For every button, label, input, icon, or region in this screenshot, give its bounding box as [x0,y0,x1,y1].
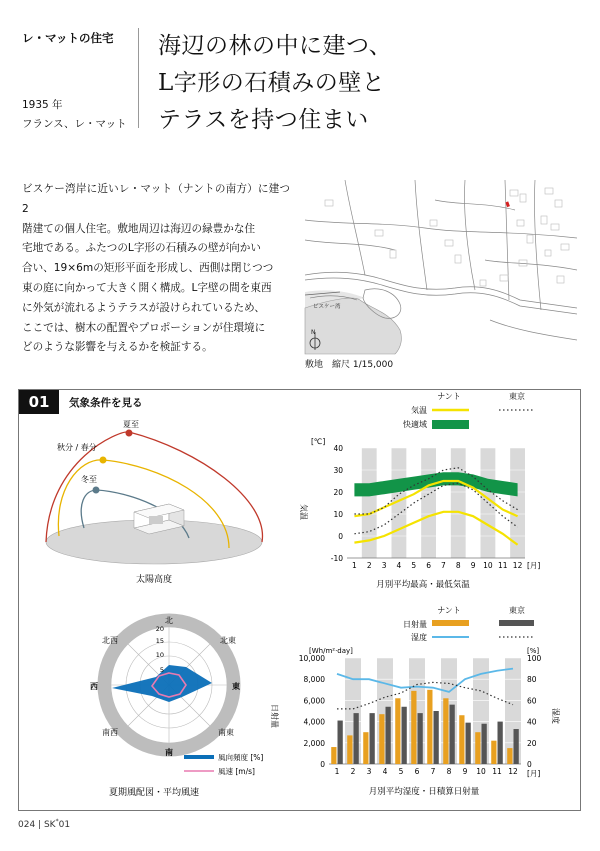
y-tick-label: 30 [333,466,343,475]
legend-radiation: 日射量 [403,620,427,629]
y2-tick-label: 60 [527,696,537,706]
section-number: 01 [19,390,59,414]
summer-sun-dot [126,430,133,437]
x-tick-label: 9 [462,767,468,776]
x-tick-label: 3 [381,561,387,570]
legend-rad-tokyo: 東京 [509,606,525,615]
rad-y2-unit: [%] [527,647,540,655]
dir-w: 西 [90,682,98,691]
page-footer [18,818,70,830]
title-line-3: テラスを持つ住まい [158,107,369,133]
month-band [421,448,436,558]
ring-20: 20 [155,625,164,633]
x-tick-label: 10 [483,561,493,570]
temp-x-unit: [月] [527,561,541,570]
y-tick-label: 10 [333,510,343,519]
x-tick-label: 11 [497,561,508,570]
summer-label: 夏至 [123,420,139,429]
x-tick-label: 3 [366,767,372,776]
y2-tick-label: 80 [527,675,537,685]
radiation-tokyo-bar [418,713,423,764]
issue-name: SK [43,820,56,830]
radiation-nantes-bar [395,698,400,764]
y-tick-label: -10 [330,554,343,563]
description-line: 合い、19×6mの矩形平面を形成し、西側は閉じつつ [22,262,274,275]
sun-caption: 太陽高度 [135,575,173,585]
y-tick-label: 6,000 [303,696,325,706]
temperature-chart [289,434,539,594]
description-line: 階建ての個人住宅。敷地周辺は海辺の緑豊かな住 [22,222,256,235]
ring-5: 5 [159,666,164,674]
radiation-nantes-bar [491,741,496,764]
legend-tokyo: 東京 [509,392,525,401]
footer-separator: | [38,820,44,830]
radiation-nantes-bar [507,748,512,764]
radiation-tokyo-bar [386,707,391,764]
legend-rad-nantes: ナント [437,606,461,615]
description-line: どのような影響を与えるかを検証する。 [22,341,213,354]
x-tick-label: 11 [492,767,502,776]
rad-y-unit: [Wh/m²·day] [309,647,353,655]
equinox-label: 秋分 / 春分 [57,443,97,452]
legend-temp: 気温 [411,406,427,415]
y-tick-label: 40 [333,444,343,453]
x-tick-label: 7 [441,561,446,570]
description [22,180,290,358]
y-tick-label: 2,000 [303,738,325,748]
radiation-nantes-bar [411,691,416,764]
legend-nantes: ナント [437,392,461,401]
x-tick-label: 6 [414,767,420,776]
y2-tick-label: 20 [527,738,537,748]
y-tick-label: 4,000 [303,717,325,727]
legend-rad-nantes-swatch [432,620,469,626]
radiation-nantes-bar [363,732,368,764]
year: 1935 年 [22,99,63,111]
radiation-tokyo-bar [370,713,375,764]
x-tick-label: 10 [476,767,486,776]
radiation-tokyo-bar [402,707,407,764]
legend-rad-tokyo-swatch [499,620,534,626]
radiation-tokyo-bar [498,722,503,764]
radiation-tokyo-bar [354,713,359,764]
winter-label: 冬至 [81,475,97,484]
radiation-tokyo-bar [514,729,519,764]
radiation-tokyo-bar [450,705,455,764]
title-line-2: L字形の石積みの壁と [158,70,386,96]
legend-comfort: 快適域 [403,420,427,429]
x-tick-label: 12 [512,561,523,570]
description-line: 宅地である。ふたつのL字形の石積みの壁が向かい [22,242,261,255]
x-tick-label: 9 [470,561,476,570]
location: フランス、レ・マット [22,118,127,130]
x-tick-label: 8 [446,767,452,776]
x-tick-label: 7 [430,767,436,776]
dir-e: 東 [232,682,240,691]
rad-y-label: 日射量 [270,704,279,728]
radiation-legend [399,604,539,644]
x-tick-label: 2 [366,561,372,570]
x-tick-label: 2 [350,767,356,776]
winter-sun-dot [93,487,100,494]
year-location [22,96,127,134]
dir-s: 南 [165,748,173,757]
site-map [305,180,577,354]
temp-legend [399,390,539,432]
y2-tick-label: 0 [527,760,532,769]
page-title [158,28,392,139]
x-tick-label: 12 [508,767,518,776]
rad-x-unit: [月] [527,769,541,778]
temp-y-label: 気温 [299,504,308,520]
description-line: 東の庭に向かって大きく開く構成。L字壁の間を東西 [22,281,272,294]
x-tick-label: 1 [352,561,357,570]
y-tick-label: 0 [338,532,343,541]
legend-humidity: 湿度 [411,633,427,642]
wind-caption: 夏期風配図・平均風速 [108,788,200,798]
wind-rose [74,605,274,805]
header-divider [138,28,139,128]
north-label: N [311,329,316,336]
page-number: 024 [18,820,36,830]
x-tick-label: 6 [426,561,431,570]
radiation-nantes-bar [427,690,432,764]
temp-y-unit: [℃] [311,437,326,446]
radiation-nantes-bar [459,715,464,764]
legend-speed: 風速 [m/s] [218,767,255,776]
radiation-nantes-bar [331,747,336,764]
rad-y2-label: 湿度 [551,708,560,724]
x-tick-label: 1 [334,767,340,776]
legend-comfort-swatch [432,420,469,429]
radiation-tokyo-bar [466,723,471,764]
legend-freq-swatch [184,755,214,759]
ring-10: 10 [155,651,164,659]
month-band [451,448,466,558]
y-tick-label: 20 [333,488,343,497]
radiation-humidity-chart [269,646,564,801]
title-line-1: 海辺の林の中に建つ、 [158,33,393,59]
description-line: ビスケー湾岸に近いレ・マット（ナントの南方）に建つ2 [22,183,290,215]
dir-se: 南東 [218,728,234,737]
map-caption: 敷地 縮尺 1/15,000 [305,360,394,370]
x-tick-label: 8 [455,561,461,570]
dir-n: 北 [165,616,173,625]
x-tick-label: 5 [411,561,417,570]
y-tick-label: 10,000 [298,654,325,663]
section-title: 気象条件を見る [69,397,143,409]
y-tick-label: 8,000 [303,675,325,685]
dir-nw: 北西 [102,636,118,645]
radiation-nantes-bar [347,735,352,764]
legend-freq: 風向頻度 [%] [218,753,264,762]
x-tick-label: 4 [396,561,402,570]
description-line: に外気が流れるようテラスが設けられているため、 [22,301,265,314]
issue-sup: * [55,818,59,825]
y2-tick-label: 100 [527,654,542,663]
issue-number: 01 [58,820,71,830]
x-tick-label: 5 [398,767,404,776]
site-map-drawing [305,180,577,354]
dir-ne: 北東 [220,636,236,645]
rad-chart-title: 月別平均湿度・日積算日射量 [368,787,480,797]
radiation-tokyo-bar [338,721,343,764]
description-line: ここでは、樹木の配置やプロポーションが住環境に [22,321,266,334]
temp-chart-title: 月別平均最高・最低気温 [376,580,470,590]
radiation-tokyo-bar [434,711,439,764]
radiation-nantes-bar [443,698,448,764]
sun-altitude-diagram [29,420,279,585]
y-tick-label: 0 [320,760,325,769]
equinox-sun-dot [100,457,107,464]
radiation-tokyo-bar [482,724,487,764]
x-tick-label: 4 [382,767,388,776]
radiation-nantes-bar [475,732,480,764]
radiation-nantes-bar [379,714,384,764]
dir-sw: 南西 [102,728,118,737]
series-label: レ・マットの住宅 [22,31,114,45]
climate-panel [18,389,581,811]
ring-15: 15 [155,637,164,645]
y2-tick-label: 40 [527,717,537,727]
bay-label: ビスケー湾 [313,304,341,310]
